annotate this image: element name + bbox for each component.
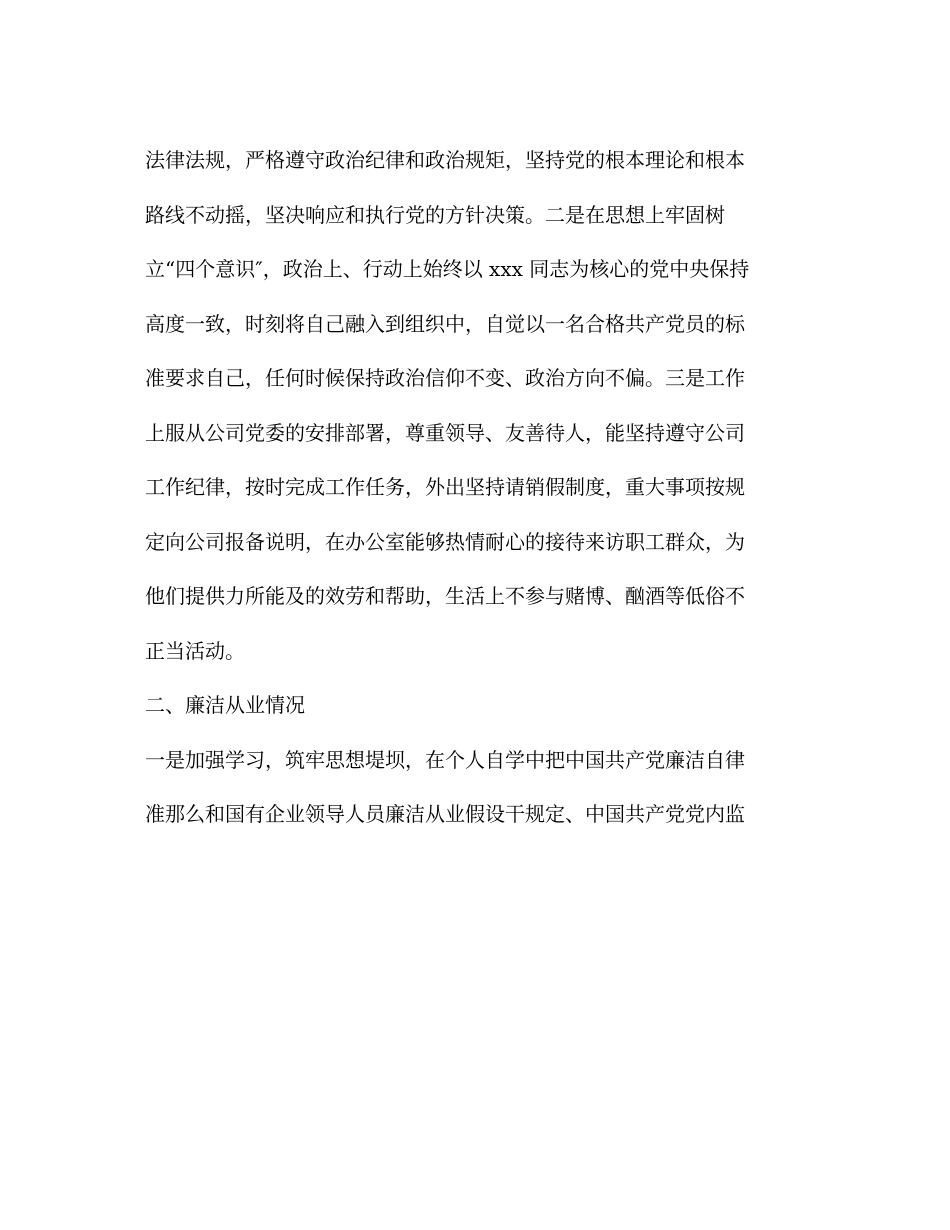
text-line: 高度一致，时刻将自己融入到组织中，自觉以一名合格共产党员的标 [145, 311, 745, 336]
text-line: 法律法规，严格遵守政治纪律和政治规矩，坚持党的根本理论和根本 [145, 148, 745, 172]
text-line: 他们提供力所能及的效劳和帮助，生活上不参与赌博、酗酒等低俗不 [145, 584, 745, 608]
body-text [145, 133, 815, 842]
text-line: 工作纪律，按时完成工作任务，外出坚持请销假制度，重大事项按规 [145, 475, 745, 499]
text-line: 准那么和国有企业领导人员廉洁从业假设干规定、中国共产党党内监 [145, 802, 745, 826]
text-line: 一是加强学习，筑牢思想堤坝，在个人自学中把中国共产党廉洁自律 [145, 747, 745, 772]
text-line: 上服从公司党委的安排部署，尊重领导、友善待人，能坚持遵守公司 [145, 420, 745, 445]
section-heading: 二、廉洁从业情况 [145, 693, 305, 717]
text-line: 路线不动摇，坚决响应和执行党的方针决策。二是在思想上牢固树 [145, 202, 725, 227]
text-line: 定向公司报备说明，在办公室能够热情耐心的接待来访职工群众，为 [145, 529, 745, 554]
text-line: 准要求自己，任何时候保持政治信仰不变、政治方向不偏。三是工作 [145, 366, 745, 390]
text-line: 立“四个意识″，政治上、行动上始终以 xxx 同志为核心的党中央保持 [145, 257, 750, 281]
text-line: 正当活动。 [145, 638, 245, 663]
